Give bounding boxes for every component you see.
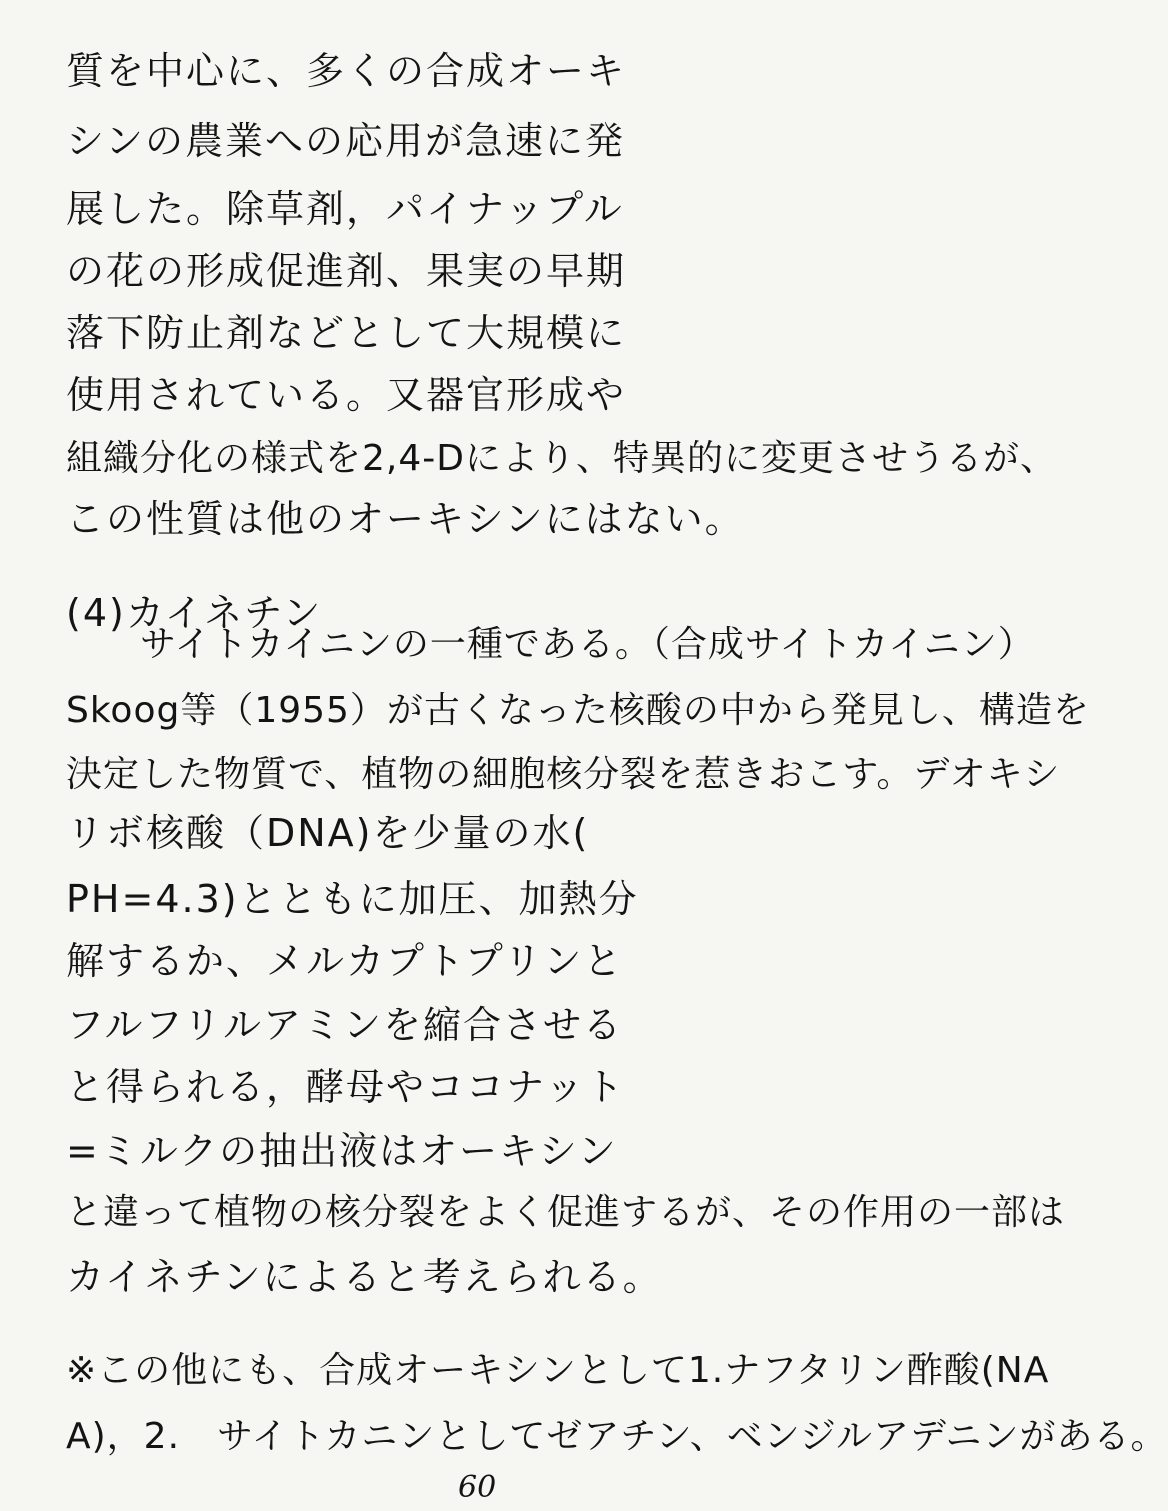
text-line: 落下防止剤などとして大規模に xyxy=(66,311,627,355)
page-number: 60 xyxy=(458,1470,497,1505)
text-line: リボ核酸（DNA)を少量の水( xyxy=(66,811,590,855)
text-line: フルフリルアミンを縮合させる xyxy=(66,1003,623,1047)
text-line: 決定した物質で、植物の細胞核分裂を惹きおこす。デオキシ xyxy=(66,754,1061,795)
text-line: Skoog等（1955）が古くなった核酸の中から発見し、構造を xyxy=(66,690,1090,731)
text-line: シンの農業への応用が急速に発 xyxy=(66,119,626,163)
text-line: 展した。除草剤，パイナップル xyxy=(66,187,624,231)
text-line: PH=4.3)とともに加圧、加熱分 xyxy=(66,877,639,921)
text-line: と違って植物の核分裂をよく促進するが、その作用の一部は xyxy=(66,1192,1066,1233)
text-line: 解するか、メルカプトプリンと xyxy=(66,939,624,983)
note-line: ※この他にも、合成オーキシンとして1.ナフタリン酢酸(NA xyxy=(66,1350,1050,1391)
text-line: 使用されている。又器官形成や xyxy=(66,373,627,417)
text-line: =ミルクの抽出液はオーキシン xyxy=(66,1129,618,1173)
text-line: と得られる，酵母やココナット xyxy=(66,1065,626,1109)
text-line: カイネチンによると考えられる。 xyxy=(66,1255,663,1299)
text-line: 質を中心に、多くの合成オーキ xyxy=(66,49,627,93)
text-line: サイトカイニンの一種である。（合成サイトカイニン） xyxy=(140,624,1035,665)
text-line: この性質は他のオーキシンにはない。 xyxy=(66,497,745,541)
text-line: の花の形成促進剤、果実の早期 xyxy=(66,249,627,293)
text-line: 組織分化の様式を2,4-Dにより、特異的に変更させうるが、 xyxy=(66,438,1057,479)
note-line: A)，2. サイトカニンとしてゼアチン、ベンジルアデニンがある。 xyxy=(66,1416,1168,1457)
section-heading: (4)カイネチン xyxy=(66,591,323,635)
